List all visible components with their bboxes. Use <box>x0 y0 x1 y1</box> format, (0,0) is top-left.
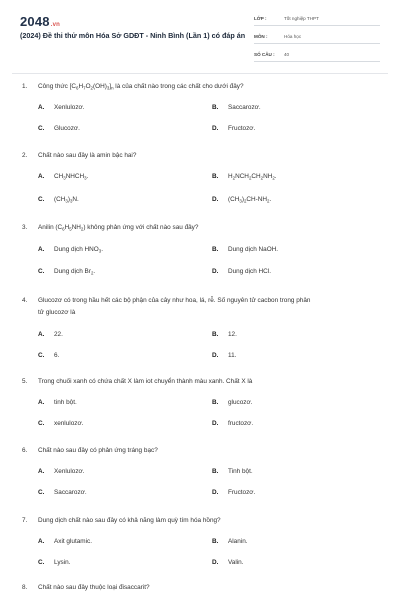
question-number: 1. <box>22 83 28 90</box>
meta-value: Tốt nghiệp THPT <box>284 16 319 21</box>
question-stem <box>22 376 382 387</box>
option-letter: B. <box>212 104 219 111</box>
header <box>0 0 400 72</box>
stem-subscript: 5 <box>69 226 72 232</box>
formula-part: . <box>269 196 272 203</box>
option-letter: C. <box>38 268 45 275</box>
option-a[interactable] <box>38 244 103 257</box>
formula-part: CH <box>54 173 64 180</box>
formula-part: ) <box>67 196 70 203</box>
option-text: Dung dịch HCl. <box>228 268 271 275</box>
meta-panel <box>254 12 380 66</box>
option-letter: C. <box>38 559 45 566</box>
option-subscript: 3 <box>98 248 102 254</box>
option-d[interactable] <box>212 418 253 429</box>
option-d[interactable] <box>212 194 271 207</box>
stem-part: là của chất nào trong các chất cho dưới đây? <box>113 83 244 90</box>
document-title: (2024) Đề thi thử môn Hóa Sở GDĐT - Ninh Bình (Lần 1) có đáp án <box>20 31 246 40</box>
stem-part: H <box>64 224 70 231</box>
option-part: Dung dịch HNO <box>54 246 99 253</box>
stem-part: (OH) <box>93 83 107 90</box>
stem-part: NH <box>71 224 81 231</box>
formula-part: NHCH <box>65 173 85 180</box>
option-letter: C. <box>38 196 45 203</box>
option-a[interactable] <box>38 102 84 113</box>
option-text: Dung dịch NaOH. <box>228 246 279 253</box>
option-letter: C. <box>38 352 45 359</box>
option-letter: D. <box>212 352 219 359</box>
question-number: 7. <box>22 517 28 524</box>
question-number: 4. <box>22 297 28 304</box>
meta-value: Hóa học <box>284 34 302 39</box>
option-text: fructozơ. <box>228 420 254 427</box>
option-text: 6. <box>54 352 60 359</box>
meta-value: 40 <box>284 52 290 57</box>
formula-subscript: 2 <box>260 175 264 181</box>
question-stem <box>22 81 382 94</box>
option-c[interactable] <box>38 266 95 279</box>
stem-subscript: 6 <box>62 226 65 232</box>
option-text: Saccarozơ. <box>54 489 87 496</box>
question-stem-continued <box>38 307 398 318</box>
formula-part: . <box>274 173 277 180</box>
formula-part: CH-NH <box>246 196 267 203</box>
option-text: Xenlulozơ. <box>54 468 85 475</box>
option-a[interactable] <box>38 536 92 547</box>
option-text: Xenlulozơ. <box>54 104 85 111</box>
option-a[interactable] <box>38 466 84 477</box>
stem-part: Anilin (C <box>38 224 63 231</box>
option-letter: A. <box>38 173 45 180</box>
option-b[interactable] <box>212 329 237 340</box>
option-letter: B. <box>212 538 219 545</box>
stem-subscript: 3 <box>106 85 110 91</box>
option-text: 22. <box>54 331 63 338</box>
header-divider <box>12 73 388 74</box>
stem-subscript: 7 <box>83 85 86 91</box>
formula-subscript: 2 <box>272 175 275 181</box>
option-text: 12. <box>228 331 237 338</box>
formula-subscript: 2 <box>248 175 252 181</box>
option-text: Valin. <box>228 559 244 566</box>
option-c[interactable] <box>38 487 87 498</box>
stem-text: Chất nào sau đây thuộc loại đisaccarit? <box>38 584 150 591</box>
logo-suffix: .vn <box>50 22 61 28</box>
option-text: Lysin. <box>54 559 71 566</box>
formula-part: (CH <box>54 196 66 203</box>
option-letter: D. <box>212 196 219 203</box>
option-text: tinh bột. <box>54 399 77 406</box>
stem-text: Trong chuối xanh có chứa chất X làm iot chuyển thành màu xanh. Chất X là <box>38 378 253 385</box>
option-b[interactable] <box>212 102 261 113</box>
meta-label: MÔN : <box>254 34 268 39</box>
option-letter: A. <box>38 538 45 545</box>
option-letter: C. <box>38 489 45 496</box>
stem-text: Chất nào sau đây là amin bậc hai? <box>38 152 137 159</box>
option-letter: D. <box>212 420 219 427</box>
formula-subscript: 3 <box>63 175 66 181</box>
option-letter: A. <box>38 331 45 338</box>
meta-label: SỐ CÂU : <box>254 52 275 57</box>
option-letter: D. <box>212 125 219 132</box>
option-text: Saccarozơ. <box>228 104 261 111</box>
stem-subscript: 2 <box>80 226 84 232</box>
option-text: glucozơ. <box>228 399 253 406</box>
option-d[interactable] <box>212 123 255 134</box>
option-subscript: 2 <box>90 270 94 276</box>
logo-main: 2048 <box>20 14 50 29</box>
formula-part: (CH <box>228 196 240 203</box>
stem-text: Chất nào sau đây có phản ứng tráng bạc? <box>38 447 158 454</box>
option-letter: A. <box>38 104 45 111</box>
formula-subscript: 3 <box>65 198 68 204</box>
stem-text: Dung dịch chất nào sau đây có khả năng làm quỳ tím hóa hồng? <box>38 517 221 524</box>
option-text: Glucozơ. <box>54 125 80 132</box>
formula-part: NH <box>263 173 273 180</box>
stem-subscript: 2 <box>90 85 93 91</box>
question-stem <box>22 222 382 235</box>
meta-row-subject <box>254 30 380 44</box>
option-letter: D. <box>212 559 219 566</box>
option-c[interactable] <box>38 557 70 568</box>
meta-row-count <box>254 48 380 62</box>
formula-part: N. <box>72 196 79 203</box>
stem-part: H <box>78 83 84 90</box>
question-stem <box>22 150 382 161</box>
question-stem <box>22 515 382 526</box>
formula-part: H <box>228 173 233 180</box>
option-part: Dung dịch Br <box>54 268 91 275</box>
formula-part: ) <box>241 196 244 203</box>
option-text: Tinh bột. <box>228 468 253 475</box>
question-number: 3. <box>22 224 28 231</box>
question-number: 6. <box>22 447 28 454</box>
formula-part: NCH <box>235 173 249 180</box>
stem-part: O <box>85 83 91 90</box>
question-stem <box>22 582 382 593</box>
option-b[interactable] <box>212 397 252 408</box>
option-letter: B. <box>212 468 219 475</box>
option-text: Axit glutamic. <box>54 538 93 545</box>
option-d[interactable] <box>212 350 236 361</box>
option-letter: B. <box>212 399 219 406</box>
option-letter: A. <box>38 246 45 253</box>
formula-subscript: 3 <box>69 198 73 204</box>
option-letter: B. <box>212 173 219 180</box>
question-stem <box>22 445 382 456</box>
stem-subscript: n <box>111 85 114 91</box>
formula-subscript: 3 <box>239 198 242 204</box>
option-letter: B. <box>212 331 219 338</box>
option-b[interactable] <box>212 466 253 477</box>
stem-subscript: 6 <box>76 85 79 91</box>
stem-part: Công thức [C <box>38 83 77 90</box>
option-letter: C. <box>38 125 45 132</box>
option-letter: C. <box>38 420 45 427</box>
option-part: . <box>101 246 103 253</box>
option-letter: D. <box>212 489 219 496</box>
stem-line: Glucozơ có trong hầu hết các bộ phận của cây như hoa, lá, rễ. Số nguyên tử cacbon trong phân <box>38 297 311 304</box>
option-text: Fructozơ. <box>228 125 256 132</box>
option-b[interactable] <box>212 171 277 184</box>
formula-part: CH <box>251 173 261 180</box>
formula-subscript: 3 <box>84 175 87 181</box>
formula-subscript: 2 <box>243 198 247 204</box>
option-c[interactable] <box>38 350 59 361</box>
option-c[interactable] <box>38 123 80 134</box>
meta-label: LỚP : <box>254 16 267 21</box>
option-text: 11. <box>228 352 237 359</box>
option-a[interactable] <box>38 329 63 340</box>
question-stem <box>22 295 382 306</box>
option-part: . <box>93 268 96 275</box>
option-d[interactable] <box>212 557 244 568</box>
formula-subscript: 2 <box>232 175 236 181</box>
meta-row-class <box>254 12 380 26</box>
option-a[interactable] <box>38 171 88 184</box>
stem-line: tử glucozơ là <box>38 309 76 316</box>
question-number: 5. <box>22 378 28 385</box>
option-b[interactable] <box>212 244 278 255</box>
option-b[interactable] <box>212 536 248 547</box>
question-number: 2. <box>22 152 28 159</box>
formula-subscript: 2 <box>267 198 270 204</box>
option-text: Fructozơ. <box>228 489 256 496</box>
option-text: Alanin. <box>228 538 248 545</box>
option-letter: A. <box>38 468 45 475</box>
option-letter: B. <box>212 246 219 253</box>
option-c[interactable] <box>38 418 83 429</box>
stem-part: ) không phản ứng với chất nào sau đây? <box>83 224 199 231</box>
formula-part: . <box>86 173 89 180</box>
site-logo[interactable] <box>20 14 60 29</box>
option-text: xenlulozơ. <box>54 420 84 427</box>
option-d[interactable] <box>212 487 255 498</box>
stem-part: ] <box>109 83 112 90</box>
option-letter: A. <box>38 399 45 406</box>
option-d[interactable] <box>212 266 271 277</box>
option-c[interactable] <box>38 194 79 207</box>
option-a[interactable] <box>38 397 77 408</box>
question-number: 8. <box>22 584 28 591</box>
option-letter: D. <box>212 268 219 275</box>
